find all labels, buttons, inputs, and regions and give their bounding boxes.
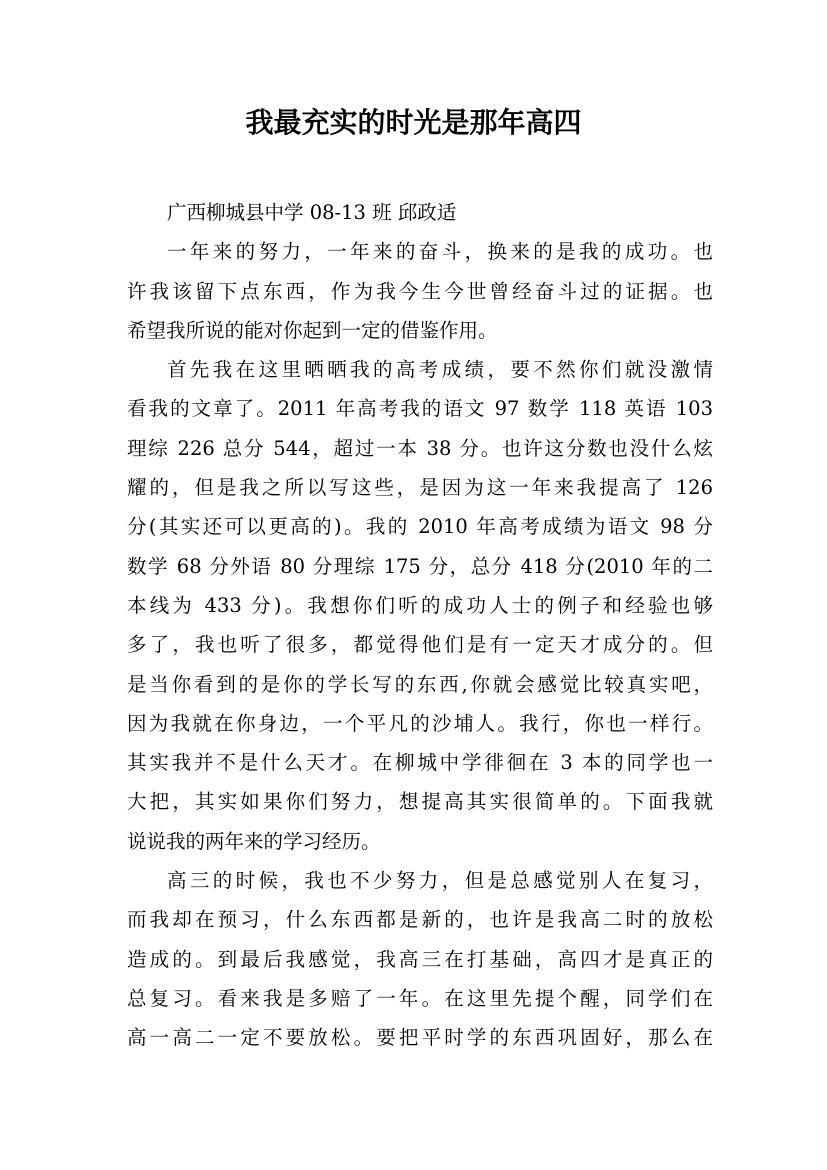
text-line: 耀的，但是我之所以写这些，是因为这一年来我提高了 126 [127, 476, 713, 500]
document-title: 我最充实的时光是那年高四 [245, 106, 582, 139]
text-line: 高三的时候，我也不少努力，但是总感觉别人在复习， [167, 869, 713, 893]
document-body [127, 193, 713, 1058]
text-line: 大把，其实如果你们努力，想提高其实很简单的。下面我就 [127, 790, 713, 814]
text-line: 本线为 433 分)。我想你们听的成功人士的例子和经验也够 [127, 593, 713, 617]
text-line: 理综 226 总分 544，超过一本 38 分。也许这分数也没什么炫 [127, 436, 713, 460]
text-line: 高一高二一定不要放松。要把平时学的东西巩固好，那么在 [127, 1026, 713, 1050]
text-line: 而我却在预习，什么东西都是新的，也许是我高二时的放松 [127, 908, 713, 932]
text-line: 首先我在这里晒晒我的高考成绩，要不然你们就没激情 [167, 358, 713, 382]
author-line: 广西柳城县中学 08-13 班 邱政适 [167, 201, 457, 224]
text-line: 总复习。看来我是多赔了一年。在这里先提个醒，同学们在 [127, 986, 713, 1010]
text-line: 是当你看到的是你的学长写的东西,你就会感觉比较真实吧， [127, 672, 713, 696]
text-line: 许我该留下点东西，作为我今生今世曾经奋斗过的证据。也 [127, 279, 713, 303]
text-line: 数学 68 分外语 80 分理综 175 分，总分 418 分(2010 年的二 [127, 554, 713, 578]
text-line: 造成的。到最后我感觉，我高三在打基础，高四才是真正的 [127, 947, 713, 971]
text-line: 因为我就在你身边，一个平凡的沙埔人。我行，你也一样行。 [127, 711, 713, 735]
text-line: 其实我并不是什么天才。在柳城中学徘徊在 3 本的同学也一 [127, 751, 713, 775]
text-line: 多了，我也听了很多，都觉得他们是有一定天才成分的。但 [127, 633, 713, 657]
text-line: 说说我的两年来的学习经历。 [127, 829, 381, 853]
text-line: 看我的文章了。2011 年高考我的语文 97 数学 118 英语 103 [127, 397, 713, 421]
text-line: 希望我所说的能对你起到一定的借鉴作用。 [127, 318, 498, 342]
text-line: 分(其实还可以更高的)。我的 2010 年高考成绩为语文 98 分 [127, 515, 713, 539]
text-line: 一年来的努力，一年来的奋斗，换来的是我的成功。也 [167, 240, 713, 264]
